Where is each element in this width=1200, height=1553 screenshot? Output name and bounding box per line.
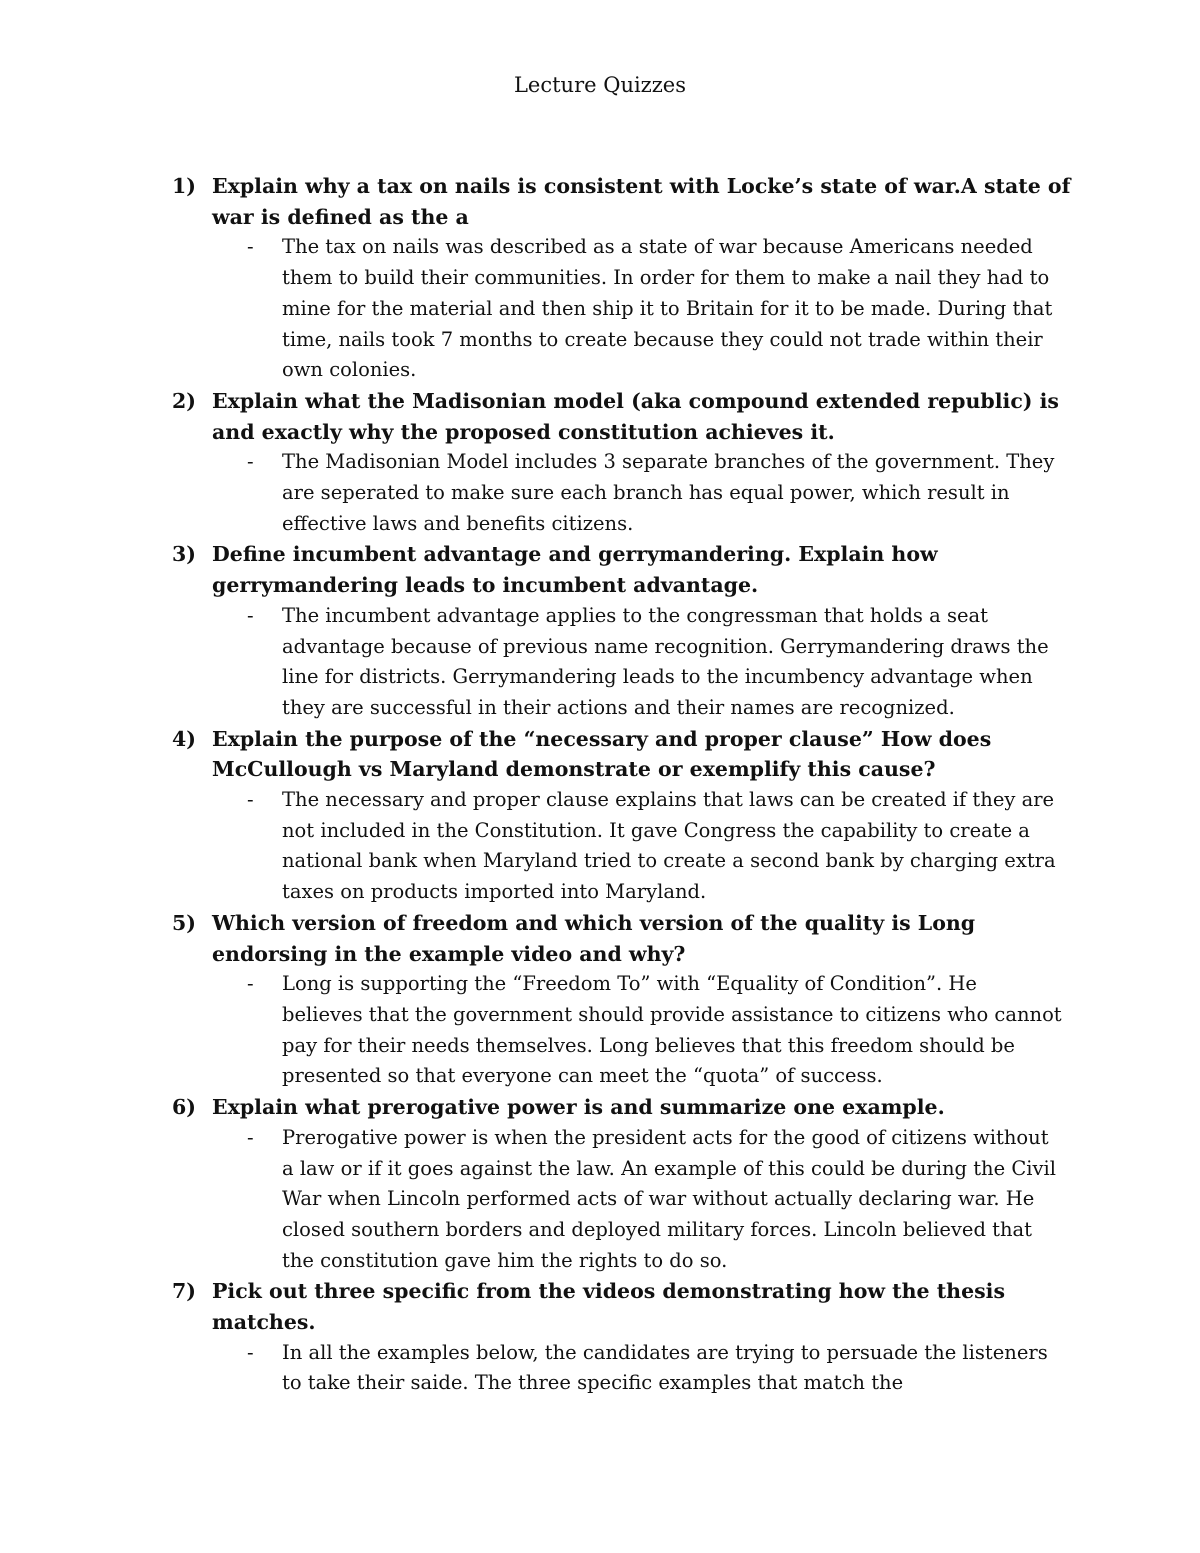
- document-title: Lecture Quizzes: [513, 73, 687, 97]
- question-number: 6): [172, 1095, 196, 1120]
- question-item-7: [172, 1276, 1072, 1399]
- answer-item: [172, 1338, 1062, 1399]
- answer-item: [172, 601, 1062, 724]
- answer-text: The tax on nails was described as a state of war because Americans needed them to build their communities. In order for them to make a nail they had to mine for the material and then ship it to Britain for it to be made. During that time, nails took 7 months to create because they could not trade within their own colonies.: [282, 235, 1053, 382]
- question-number: 4): [172, 726, 196, 751]
- question-text: Explain what prerogative power is and summarize one example.: [212, 1095, 945, 1120]
- question-list: [172, 171, 1072, 1399]
- question-text: Which version of freedom and which version of the quality is Long endorsing in the example video and why?: [212, 910, 976, 966]
- answer-text: In all the examples below, the candidates are trying to persuade the listeners to take their saide. The three specific examples that match the: [282, 1340, 1048, 1395]
- dash-bullet: -: [247, 603, 254, 627]
- dash-bullet: -: [247, 1340, 254, 1364]
- answer-text: Long is supporting the “Freedom To” with “Equality of Condition”. He believes that the government should provide assistance to citizens who cannot pay for their needs themselves. Long believes that this freedom should be presented so that everyone can meet the “quota” of success.: [282, 972, 1062, 1088]
- answer-text: Prerogative power is when the president acts for the good of citizens without a law or if it goes against the law. An example of this could be during the Civil War when Lincoln performed acts of war without actually declaring war. He closed southern borders and deployed military forces. Lincoln believed that the constitution gave him the rights to do so.: [282, 1125, 1056, 1272]
- dash-bullet: -: [247, 1125, 254, 1149]
- question-number: 3): [172, 542, 196, 567]
- question-text: Explain the purpose of the “necessary and proper clause” How does McCullough vs Maryland demonstrate or exemplify this cause?: [212, 726, 992, 782]
- answer-item: [172, 232, 1062, 386]
- dash-bullet: -: [247, 972, 254, 996]
- question-number: 5): [172, 910, 196, 935]
- question-text: Explain why a tax on nails is consistent with Locke’s state of war.A state of war is defined as the a: [212, 174, 1071, 229]
- question-item-6: [172, 1092, 1072, 1276]
- dash-bullet: -: [247, 788, 254, 812]
- question-item-4: [172, 724, 1072, 908]
- answer-item: [172, 447, 1062, 539]
- question-text: Define incumbent advantage and gerrymandering. Explain how gerrymandering leads to incumbent advantage.: [212, 542, 938, 598]
- question-text: Explain what the Madisonian model (aka compound extended republic) is and exactly why the proposed constitution achieves it.: [212, 388, 1059, 444]
- answer-text: The incumbent advantage applies to the congressman that holds a seat advantage because of previous name recognition. Gerrymandering draws the line for districts. Gerrymandering leads to the incumbency advantage when they are successful in their actions and their names are recognized.: [282, 603, 1049, 719]
- answer-text: The Madisonian Model includes 3 separate branches of the government. They are seperated to make sure each branch has equal power, which result in effective laws and benefits citizens.: [282, 450, 1055, 535]
- question-item-5: [172, 908, 1072, 1092]
- question-item-1: [172, 171, 1072, 386]
- question-item-2: [172, 386, 1072, 540]
- dash-bullet: -: [247, 450, 254, 474]
- question-number: 2): [172, 388, 196, 413]
- question-number: 7): [172, 1279, 196, 1304]
- answer-item: [172, 969, 1062, 1092]
- question-number: 1): [172, 174, 196, 198]
- dash-bullet: -: [247, 235, 254, 259]
- answer-item: [172, 1123, 1062, 1277]
- answer-item: [172, 785, 1062, 908]
- question-text: Pick out three specific from the videos demonstrating how the thesis matches.: [212, 1279, 1005, 1335]
- question-item-3: [172, 539, 1072, 723]
- answer-text: The necessary and proper clause explains that laws can be created if they are not included in the Constitution. It gave Congress the capability to create a national bank when Maryland tried to create a second bank by charging extra taxes on products imported into Maryland.: [282, 788, 1056, 904]
